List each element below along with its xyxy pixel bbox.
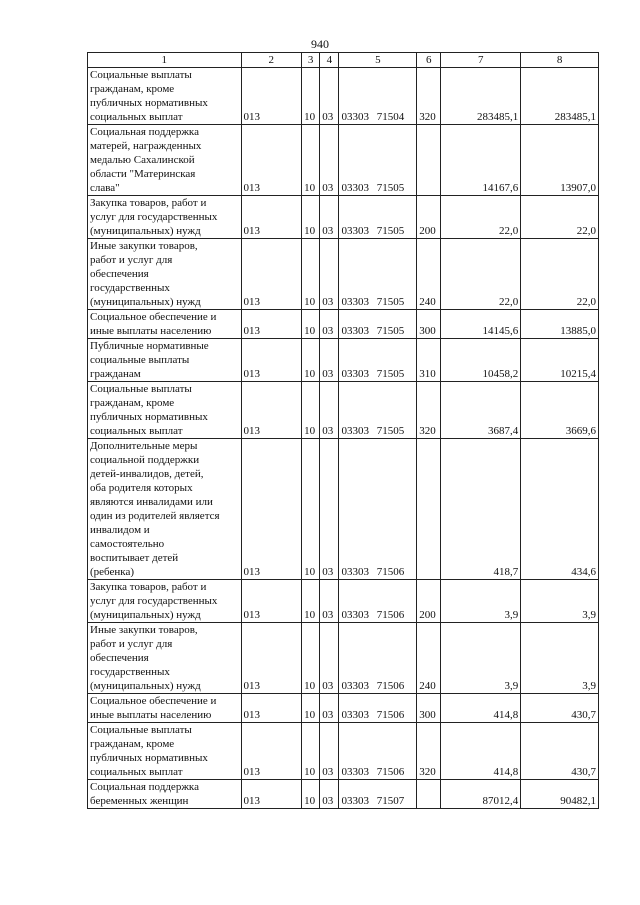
- section-code-cell: 10: [302, 382, 320, 439]
- column-header: 4: [320, 53, 339, 68]
- amount-year2-cell: 3669,6: [521, 382, 599, 439]
- amount-year2-cell: 22,0: [521, 196, 599, 239]
- row-name-cell: Иные закупки товаров, работ и услуг для обеспечения государственных (муниципальных) нужд: [88, 623, 242, 694]
- ministry-code-cell: 013: [241, 580, 302, 623]
- target-article-cell: 03303 71506: [339, 623, 417, 694]
- row-name-cell: Социальная поддержка матерей, награжденных медалью Сахалинской области "Материнская слава": [88, 125, 242, 196]
- amount-year1-cell: 3,9: [441, 623, 521, 694]
- target-article-cell: 03303 71504: [339, 68, 417, 125]
- row-name-cell: Социальные выплаты гражданам, кроме публичных нормативных социальных выплат: [88, 68, 242, 125]
- amount-year2-cell: 430,7: [521, 694, 599, 723]
- amount-year1-cell: 283485,1: [441, 68, 521, 125]
- column-header: 8: [521, 53, 599, 68]
- ministry-code-cell: 013: [241, 310, 302, 339]
- expense-type-cell: 300: [417, 310, 441, 339]
- amount-year1-cell: 14145,6: [441, 310, 521, 339]
- table-row: [88, 780, 599, 809]
- row-name-cell: Социальные выплаты гражданам, кроме публичных нормативных социальных выплат: [88, 723, 242, 780]
- row-name-cell: Социальное обеспечение и иные выплаты населению: [88, 694, 242, 723]
- section-code-cell: 10: [302, 780, 320, 809]
- table-row: [88, 439, 599, 580]
- amount-year2-cell: 430,7: [521, 723, 599, 780]
- section-code-cell: 10: [302, 439, 320, 580]
- amount-year2-cell: 90482,1: [521, 780, 599, 809]
- table-row: [88, 68, 599, 125]
- amount-year2-cell: 434,6: [521, 439, 599, 580]
- section-code-cell: 10: [302, 239, 320, 310]
- ministry-code-cell: 013: [241, 780, 302, 809]
- table-row: [88, 580, 599, 623]
- section-code-cell: 10: [302, 125, 320, 196]
- subsection-code-cell: 03: [320, 125, 339, 196]
- amount-year1-cell: 22,0: [441, 239, 521, 310]
- amount-year2-cell: 10215,4: [521, 339, 599, 382]
- column-header: 3: [302, 53, 320, 68]
- table-row: [88, 125, 599, 196]
- expense-type-cell: [417, 439, 441, 580]
- subsection-code-cell: 03: [320, 723, 339, 780]
- table-row: [88, 196, 599, 239]
- table-row: [88, 382, 599, 439]
- amount-year1-cell: 87012,4: [441, 780, 521, 809]
- target-article-cell: 03303 71505: [339, 382, 417, 439]
- ministry-code-cell: 013: [241, 439, 302, 580]
- expense-type-cell: 240: [417, 623, 441, 694]
- table-row: [88, 339, 599, 382]
- target-article-cell: 03303 71506: [339, 580, 417, 623]
- column-header: 1: [88, 53, 242, 68]
- ministry-code-cell: 013: [241, 339, 302, 382]
- section-code-cell: 10: [302, 68, 320, 125]
- expense-type-cell: 200: [417, 580, 441, 623]
- ministry-code-cell: 013: [241, 382, 302, 439]
- amount-year2-cell: 13907,0: [521, 125, 599, 196]
- amount-year2-cell: 3,9: [521, 580, 599, 623]
- row-name-cell: Закупка товаров, работ и услуг для государственных (муниципальных) нужд: [88, 196, 242, 239]
- subsection-code-cell: 03: [320, 580, 339, 623]
- row-name-cell: Социальное обеспечение и иные выплаты населению: [88, 310, 242, 339]
- expense-type-cell: 200: [417, 196, 441, 239]
- target-article-cell: 03303 71505: [339, 310, 417, 339]
- amount-year1-cell: 418,7: [441, 439, 521, 580]
- header-row: [88, 53, 599, 68]
- expense-type-cell: 320: [417, 68, 441, 125]
- subsection-code-cell: 03: [320, 382, 339, 439]
- subsection-code-cell: 03: [320, 780, 339, 809]
- amount-year2-cell: 22,0: [521, 239, 599, 310]
- table-row: [88, 623, 599, 694]
- amount-year1-cell: 10458,2: [441, 339, 521, 382]
- amount-year1-cell: 3687,4: [441, 382, 521, 439]
- amount-year1-cell: 3,9: [441, 580, 521, 623]
- table-row: [88, 239, 599, 310]
- table-row: [88, 310, 599, 339]
- section-code-cell: 10: [302, 623, 320, 694]
- subsection-code-cell: 03: [320, 68, 339, 125]
- column-header: 7: [441, 53, 521, 68]
- section-code-cell: 10: [302, 694, 320, 723]
- ministry-code-cell: 013: [241, 239, 302, 310]
- subsection-code-cell: 03: [320, 439, 339, 580]
- target-article-cell: 03303 71506: [339, 694, 417, 723]
- target-article-cell: 03303 71505: [339, 196, 417, 239]
- ministry-code-cell: 013: [241, 694, 302, 723]
- amount-year1-cell: 414,8: [441, 694, 521, 723]
- ministry-code-cell: 013: [241, 68, 302, 125]
- column-header: 5: [339, 53, 417, 68]
- page-number: 940: [311, 37, 329, 51]
- expense-type-cell: 240: [417, 239, 441, 310]
- expense-type-cell: 310: [417, 339, 441, 382]
- column-header: 2: [241, 53, 302, 68]
- amount-year2-cell: 13885,0: [521, 310, 599, 339]
- ministry-code-cell: 013: [241, 125, 302, 196]
- target-article-cell: 03303 71505: [339, 239, 417, 310]
- row-name-cell: Социальная поддержка беременных женщин: [88, 780, 242, 809]
- column-header: 6: [417, 53, 441, 68]
- subsection-code-cell: 03: [320, 339, 339, 382]
- expense-type-cell: 300: [417, 694, 441, 723]
- subsection-code-cell: 03: [320, 623, 339, 694]
- section-code-cell: 10: [302, 310, 320, 339]
- row-name-cell: Дополнительные меры социальной поддержки детей-инвалидов, детей, оба родителя которых являются инвалидами или один из родителей является инвалидом и самостоятельно воспитывает детей (ребенка): [88, 439, 242, 580]
- subsection-code-cell: 03: [320, 239, 339, 310]
- ministry-code-cell: 013: [241, 723, 302, 780]
- expense-type-cell: [417, 125, 441, 196]
- amount-year2-cell: 283485,1: [521, 68, 599, 125]
- table-row: [88, 694, 599, 723]
- budget-table: [87, 52, 599, 809]
- row-name-cell: Публичные нормативные социальные выплаты гражданам: [88, 339, 242, 382]
- amount-year1-cell: 414,8: [441, 723, 521, 780]
- section-code-cell: 10: [302, 196, 320, 239]
- section-code-cell: 10: [302, 580, 320, 623]
- section-code-cell: 10: [302, 339, 320, 382]
- expense-type-cell: 320: [417, 723, 441, 780]
- target-article-cell: 03303 71505: [339, 125, 417, 196]
- subsection-code-cell: 03: [320, 694, 339, 723]
- expense-type-cell: [417, 780, 441, 809]
- row-name-cell: Закупка товаров, работ и услуг для государственных (муниципальных) нужд: [88, 580, 242, 623]
- subsection-code-cell: 03: [320, 310, 339, 339]
- ministry-code-cell: 013: [241, 623, 302, 694]
- amount-year2-cell: 3,9: [521, 623, 599, 694]
- expense-type-cell: 320: [417, 382, 441, 439]
- section-code-cell: 10: [302, 723, 320, 780]
- row-name-cell: Социальные выплаты гражданам, кроме публичных нормативных социальных выплат: [88, 382, 242, 439]
- ministry-code-cell: 013: [241, 196, 302, 239]
- amount-year1-cell: 22,0: [441, 196, 521, 239]
- target-article-cell: 03303 71506: [339, 723, 417, 780]
- target-article-cell: 03303 71507: [339, 780, 417, 809]
- subsection-code-cell: 03: [320, 196, 339, 239]
- table-body: [88, 68, 599, 809]
- table-row: [88, 723, 599, 780]
- target-article-cell: 03303 71505: [339, 339, 417, 382]
- amount-year1-cell: 14167,6: [441, 125, 521, 196]
- row-name-cell: Иные закупки товаров, работ и услуг для обеспечения государственных (муниципальных) нужд: [88, 239, 242, 310]
- target-article-cell: 03303 71506: [339, 439, 417, 580]
